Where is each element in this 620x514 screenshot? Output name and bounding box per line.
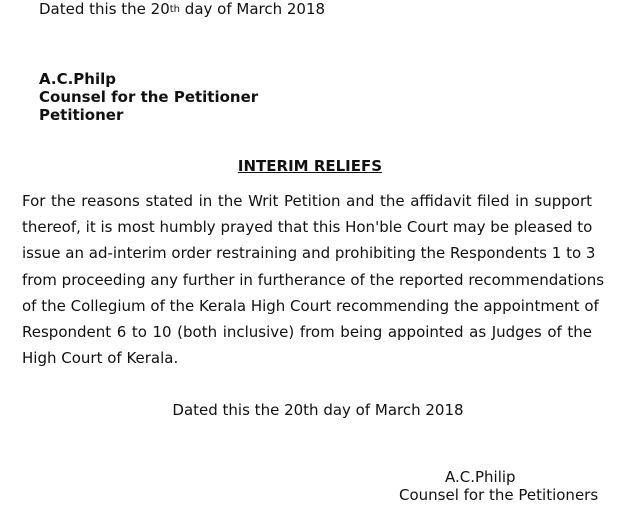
top-signature-name: A.C.Philp [39,70,116,88]
top-signature-block [39,70,258,124]
paragraph-line: High Court of Kerala. [22,349,179,368]
top-signature-title: Counsel for the Petitioner [39,88,259,106]
interim-reliefs-paragraph [22,188,605,371]
bottom-signature-title: Counsel for the Petitioners [399,486,599,504]
bottom-signature-name: A.C.Philip [445,468,516,486]
top-date-superscript: th [169,4,181,15]
paragraph-line: issue an ad-interim order restraining and prohibiting the Respondents 1 to 3 [22,244,596,263]
top-signature-role: Petitioner [39,106,124,124]
top-date-line [39,0,325,21]
paragraph-line: Respondent 6 to 10 (both inclusive) from being appointed as Judges of the [22,323,592,342]
bottom-date-line: Dated this the 20th day of March 2018 [172,401,464,419]
bottom-signature-block [399,468,598,504]
top-date-prefix: Dated this the 20 [39,0,170,18]
paragraph-line: For the reasons stated in the Writ Petition and the affidavit filed in support [22,192,592,210]
paragraph-line: from proceeding any further in furtherance of the reported recommendations [22,270,605,289]
top-date-suffix: day of March 2018 [180,0,326,18]
paragraph-line: thereof, it is most humbly prayed that this Hon'ble Court may be pleased to [22,218,593,237]
paragraph-line: of the Collegium of the Kerala High Court recommending the appointment of [22,296,599,315]
section-heading: INTERIM RELIEFS [237,157,383,175]
